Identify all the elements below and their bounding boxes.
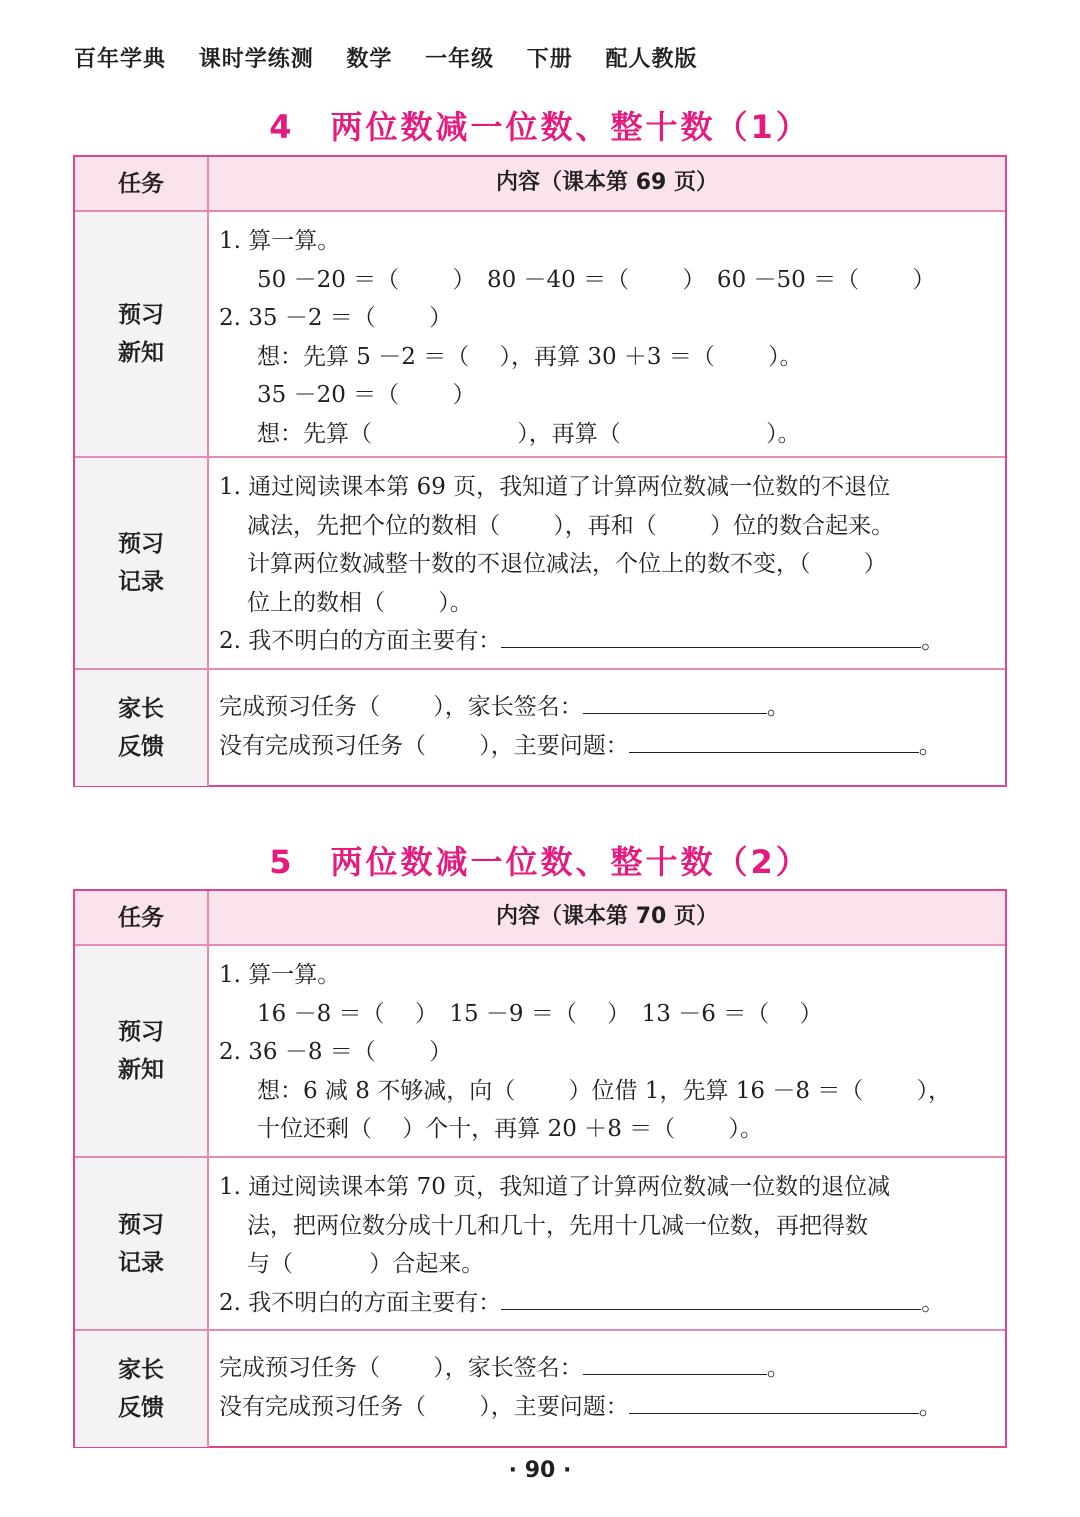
book-subject: 数学	[346, 47, 393, 72]
lesson-5-number: 5	[269, 843, 295, 881]
answer-blank[interactable]	[501, 625, 921, 648]
period: 。	[921, 628, 945, 654]
record-line: 与（ ）合起来。	[247, 1251, 485, 1277]
label-line: 反馈	[118, 734, 164, 760]
record-line: 计算两位数减整十数的不退位减法，个位上的数不变，（ ）	[247, 551, 887, 577]
exercise-line: 50 －20 ＝（ ） 80 －40 ＝（ ） 60 －50 ＝（ ）	[257, 266, 936, 293]
preview-record-row	[75, 1156, 1005, 1329]
header-task: 任务	[75, 891, 209, 944]
record-line	[219, 1284, 995, 1323]
label-line: 预习	[118, 1211, 164, 1238]
header-content: 内容（课本第 69 页）	[496, 170, 718, 196]
exercise-line: 想：先算 5 －2 ＝（ ），再算 30 ＋3 ＝（ ）。	[257, 343, 803, 370]
book-volume: 下册	[526, 47, 573, 72]
period: 。	[918, 732, 942, 759]
record-line	[219, 622, 995, 661]
lesson-4-number: 4	[269, 108, 295, 146]
question-text: 2. 我不明白的方面主要有：	[219, 1289, 502, 1316]
header-content: 内容（课本第 70 页）	[496, 904, 718, 930]
preview-new-label	[75, 212, 209, 456]
label-line: 记录	[118, 1249, 164, 1276]
signature-blank[interactable]	[583, 1352, 767, 1375]
preview-record-row	[75, 456, 1005, 668]
preview-new-row	[75, 944, 1005, 1156]
lesson-5-table	[73, 889, 1007, 1448]
exercise-line: 35 －20 ＝（ ）	[257, 382, 476, 408]
book-header	[74, 42, 721, 73]
question-text: 2. 我不明白的方面主要有：	[219, 628, 502, 654]
lesson-4-table	[73, 155, 1007, 787]
problem-blank[interactable]	[629, 730, 919, 753]
preview-new-label	[75, 946, 209, 1156]
label-line: 新知	[118, 1057, 164, 1083]
signature-blank[interactable]	[583, 691, 767, 714]
lesson-5-title	[0, 837, 1080, 883]
feedback-line	[219, 1388, 995, 1427]
book-edition: 配人教版	[605, 47, 698, 72]
label-line: 反馈	[118, 1395, 164, 1421]
parent-feedback-label	[75, 670, 209, 786]
label-line: 家长	[118, 1357, 164, 1383]
preview-new-content	[209, 946, 1005, 1156]
exercise-line: 1. 算一算。	[219, 962, 341, 988]
feedback-text: 没有完成预习任务（ ），主要问题：	[219, 732, 629, 759]
book-series: 课时学练测	[198, 47, 314, 72]
parent-feedback-row	[75, 668, 1005, 786]
record-line: 减法，先把个位的数相（ ），再和（ ）位的数合起来。	[247, 512, 895, 539]
preview-record-content	[209, 1158, 1005, 1329]
feedback-text: 完成预习任务（ ），家长签名：	[219, 1355, 583, 1381]
exercise-line: 1. 算一算。	[219, 228, 341, 254]
exercise-line: 2. 35 －2 ＝（ ）	[219, 305, 453, 331]
parent-feedback-row	[75, 1329, 1005, 1447]
period: 。	[918, 1393, 942, 1420]
record-line: 1. 通过阅读课本第 69 页，我知道了计算两位数减一位数的不退位	[219, 474, 891, 500]
period: 。	[766, 1355, 790, 1381]
preview-record-label	[75, 458, 209, 668]
header-task: 任务	[75, 157, 209, 210]
table-header-row	[75, 157, 1005, 210]
exercise-line: 16 －8 ＝（ ） 15 －9 ＝（ ） 13 －6 ＝（ ）	[257, 1000, 823, 1027]
parent-feedback-label	[75, 1331, 209, 1447]
problem-blank[interactable]	[629, 1391, 919, 1414]
label-line: 预习	[118, 531, 164, 557]
feedback-text: 没有完成预习任务（ ），主要问题：	[219, 1393, 629, 1420]
preview-record-label	[75, 1158, 209, 1329]
answer-blank[interactable]	[501, 1287, 921, 1310]
label-line: 预习	[118, 302, 164, 328]
label-line: 新知	[118, 340, 164, 366]
page-number: · 90 ·	[508, 1458, 572, 1483]
period: 。	[921, 1289, 945, 1316]
lesson-4-title	[0, 102, 1080, 148]
preview-new-content	[209, 212, 1005, 456]
label-line: 家长	[118, 696, 164, 722]
record-line: 位上的数相（ ）。	[247, 589, 473, 616]
exercise-line: 想：6 减 8 不够减，向（ ）位借 1，先算 16 －8 ＝（ ），	[257, 1077, 952, 1104]
preview-new-row	[75, 210, 1005, 456]
book-name: 百年学典	[74, 47, 167, 72]
preview-record-content	[209, 458, 1005, 668]
parent-feedback-content	[209, 670, 1005, 786]
feedback-line	[219, 688, 995, 727]
record-line: 1. 通过阅读课本第 70 页，我知道了计算两位数减一位数的退位减	[219, 1174, 891, 1200]
exercise-line: 十位还剩（ ）个十，再算 20 ＋8 ＝（ ）。	[257, 1116, 763, 1142]
book-grade: 一年级	[425, 47, 495, 72]
label-line: 预习	[118, 1019, 164, 1045]
period: 。	[766, 694, 790, 720]
feedback-text: 完成预习任务（ ），家长签名：	[219, 694, 583, 720]
feedback-line	[219, 1349, 995, 1388]
lesson-5-title-text: 两位数减一位数、整十数（2）	[330, 843, 811, 881]
exercise-line: 2. 36 －8 ＝（ ）	[219, 1039, 453, 1065]
exercise-line: 想：先算（ ），再算（ ）。	[257, 420, 801, 447]
label-line: 记录	[118, 569, 164, 595]
lesson-4-title-text: 两位数减一位数、整十数（1）	[330, 108, 811, 146]
parent-feedback-content	[209, 1331, 1005, 1447]
record-line: 法，把两位数分成十几和几十，先用十几减一位数，再把得数	[247, 1212, 868, 1239]
table-header-row	[75, 891, 1005, 944]
feedback-line	[219, 727, 995, 766]
